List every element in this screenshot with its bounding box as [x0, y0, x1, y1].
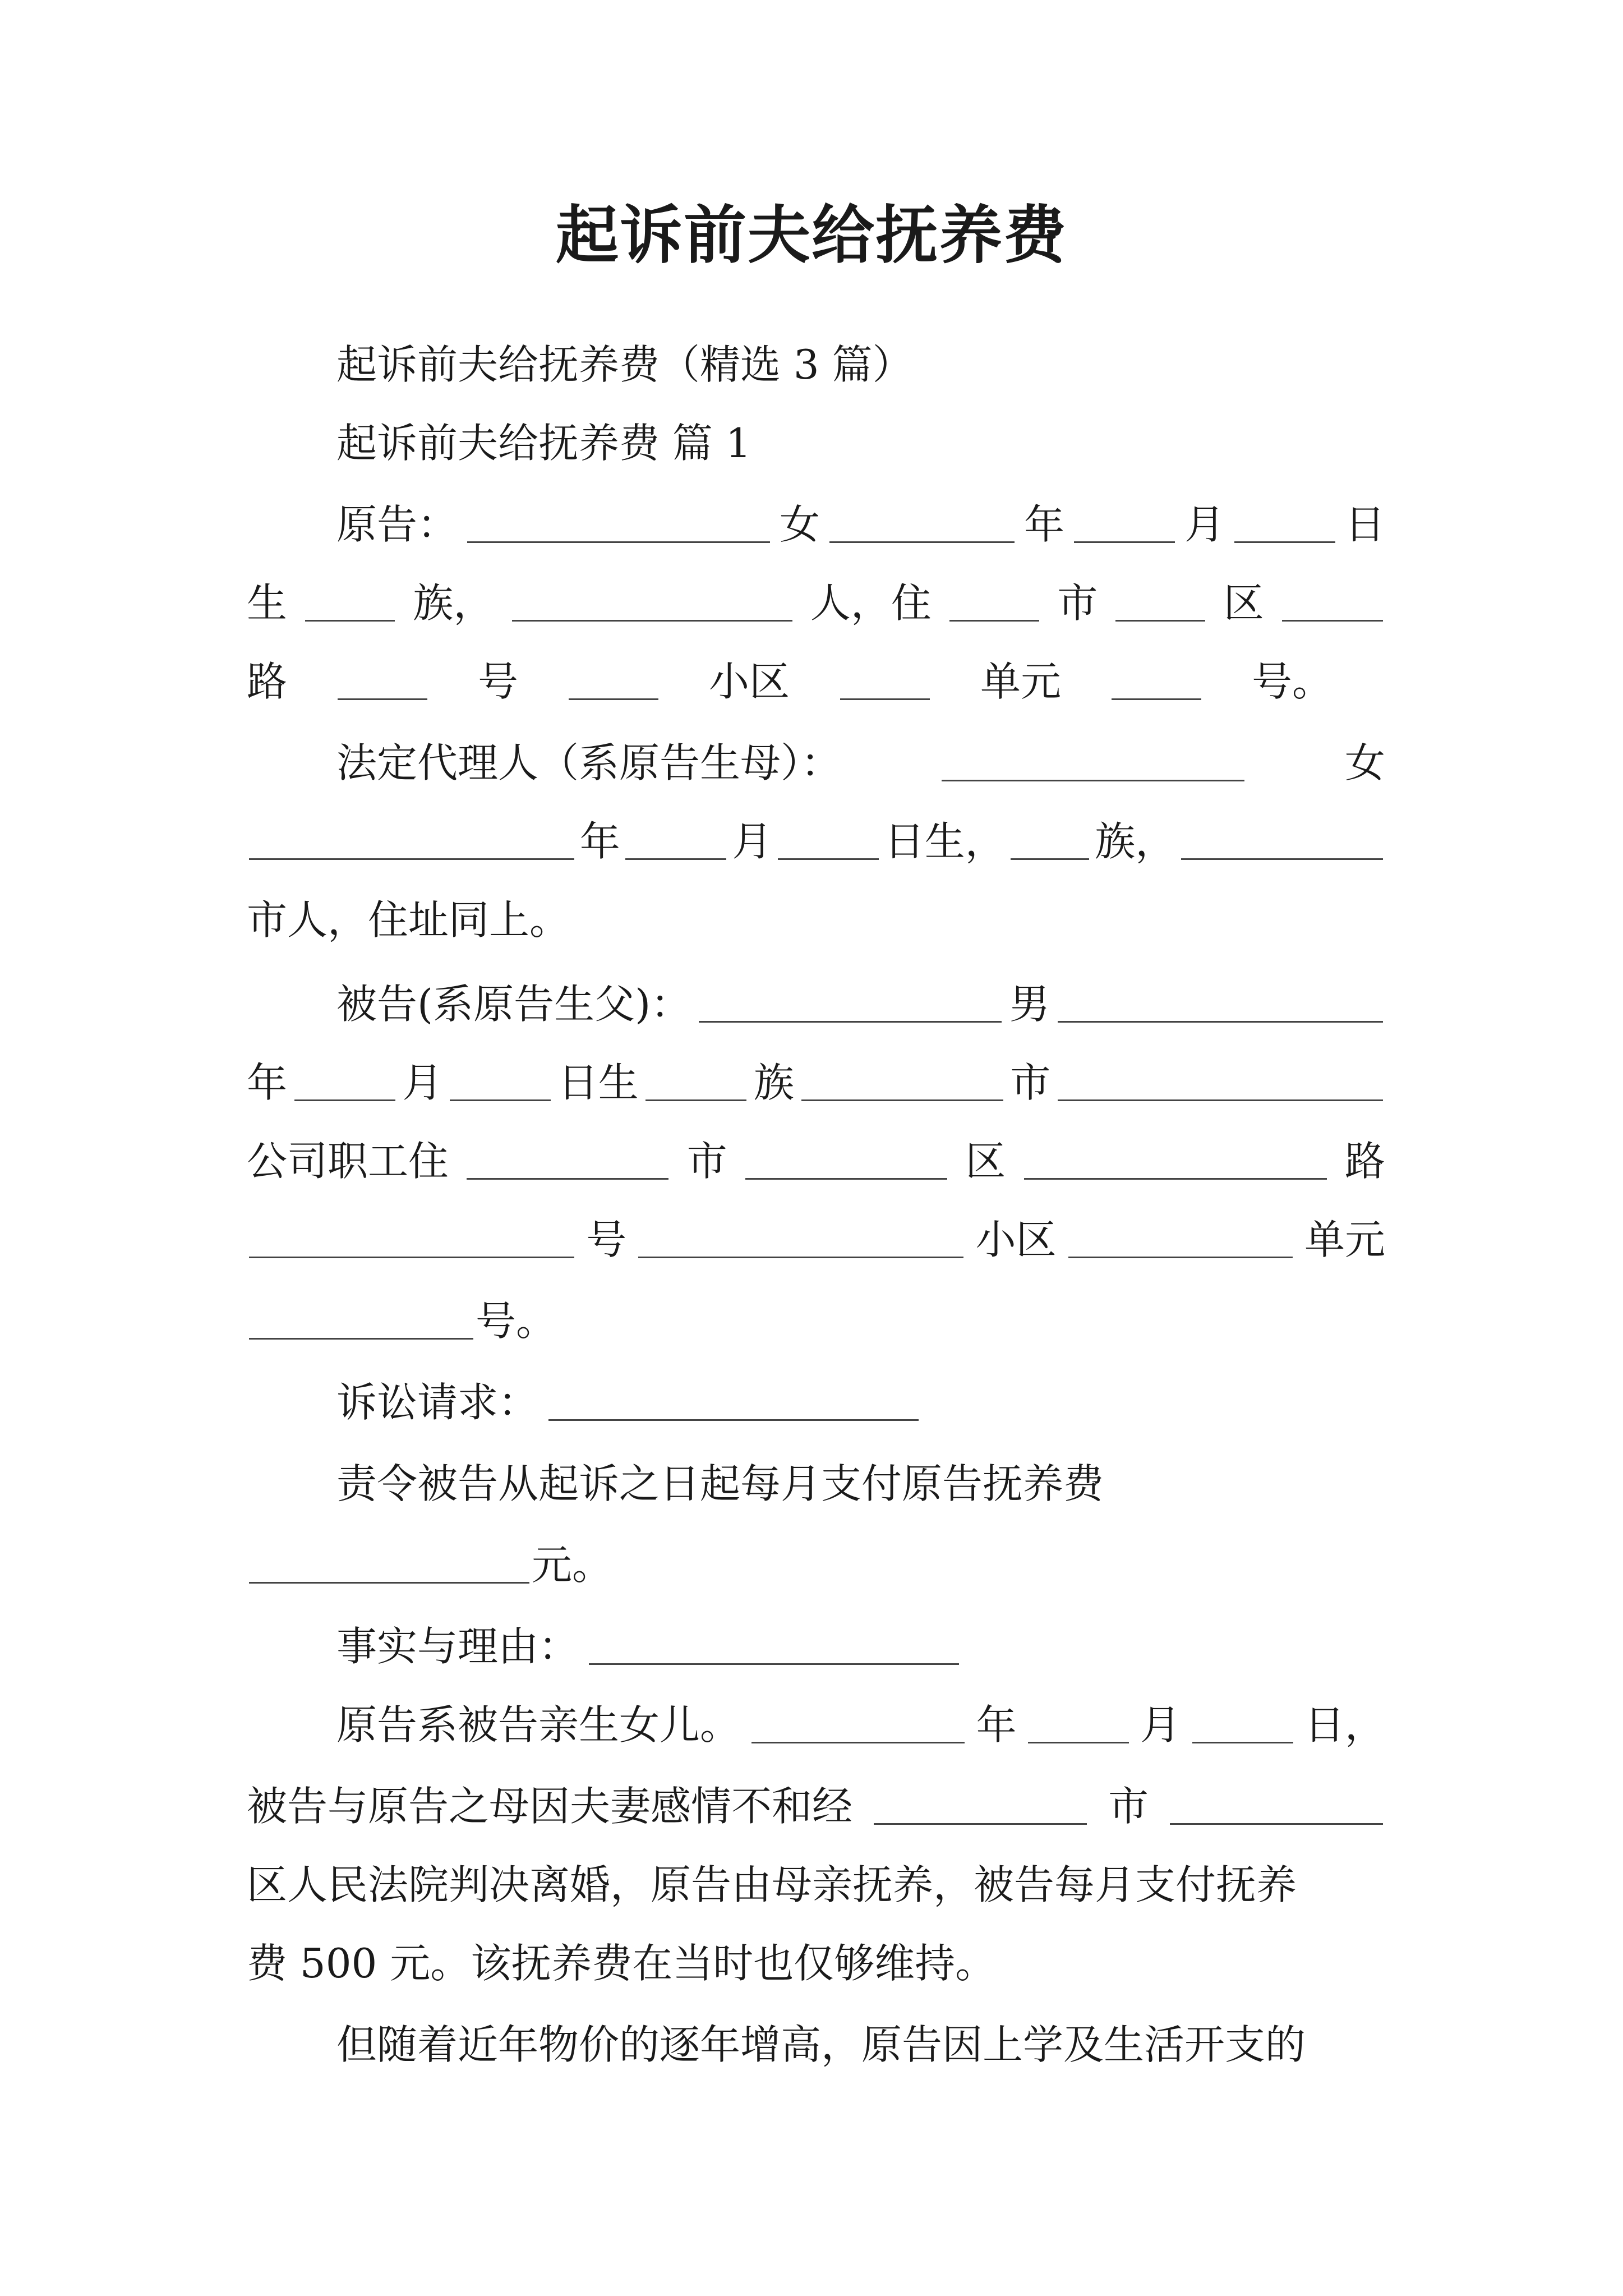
line-text: 但随着近年物价的逐年增高，原告因上学及生活开支的	[336, 2021, 1306, 2068]
fill-in-blank	[589, 1628, 959, 1665]
line-text: 女	[779, 501, 820, 548]
fill-in-blank	[625, 823, 726, 860]
line-text: 市	[1057, 579, 1098, 627]
fill-in-blank	[1181, 823, 1383, 860]
fill-in-blank	[638, 1222, 963, 1258]
text-line	[247, 1206, 1385, 1273]
fill-in-blank	[874, 1788, 1087, 1825]
fill-in-blank	[569, 664, 658, 700]
fill-in-blank	[840, 664, 930, 700]
text-line	[247, 1851, 1385, 1918]
text-line	[247, 808, 1385, 875]
line-text: 号	[477, 658, 518, 705]
text-line	[336, 2011, 1385, 2078]
line-text: 责令被告从起诉之日起每月支付原告抚养费	[336, 1460, 1104, 1507]
fill-in-blank	[829, 507, 1015, 543]
line-text: 起诉前夫给抚养费 篇 1	[336, 420, 751, 467]
document-title: 起诉前夫给抚养费	[556, 199, 1067, 272]
fill-in-blank	[1074, 507, 1175, 543]
line-text: 区	[1223, 579, 1264, 627]
fill-in-blank	[249, 1303, 473, 1340]
line-text: 市	[1108, 1783, 1149, 1830]
line-text: 生	[247, 579, 288, 627]
line-text: 年	[976, 1701, 1017, 1749]
line-text: 日	[1344, 501, 1385, 548]
fill-in-blank	[294, 1065, 395, 1101]
line-text: 号。	[476, 1297, 557, 1345]
fill-in-blank	[305, 585, 395, 622]
text-line	[336, 331, 1385, 398]
line-text: 法定代理人（系原告生母）：	[336, 739, 842, 786]
line-text: 区人民法院判决离婚，原告由母亲抚养，被告每月支付抚养	[247, 1861, 1297, 1908]
fill-in-blank	[1068, 1222, 1293, 1258]
fill-in-blank	[1024, 1143, 1327, 1180]
line-text: 区	[965, 1138, 1006, 1185]
fill-in-blank	[467, 507, 770, 543]
line-text: 族，	[1095, 818, 1176, 865]
line-text: 日生	[557, 1059, 639, 1106]
fill-in-blank	[1282, 585, 1383, 622]
line-text: 路	[1344, 1138, 1385, 1185]
fill-in-blank	[1192, 1707, 1293, 1743]
text-line	[247, 569, 1385, 637]
fill-in-blank	[1011, 823, 1089, 860]
fill-in-blank	[548, 1384, 919, 1421]
fill-in-blank	[949, 585, 1039, 622]
fill-in-blank	[778, 823, 879, 860]
line-text: 诉讼请求：	[336, 1379, 539, 1426]
line-text: 人，住	[810, 579, 932, 627]
line-text: 族，	[413, 579, 494, 627]
text-line	[336, 1691, 1385, 1759]
line-text: 男	[1009, 981, 1050, 1028]
fill-in-blank	[450, 1065, 551, 1101]
line-text: 号。	[1251, 658, 1332, 705]
fill-in-blank	[751, 1707, 965, 1743]
line-text: 起诉前夫给抚养费（精选 3 篇）	[336, 341, 913, 388]
fill-in-blank	[1170, 1788, 1383, 1825]
line-text: 女	[1344, 739, 1385, 786]
fill-in-blank	[1115, 585, 1205, 622]
line-text: 年	[247, 1059, 288, 1106]
fill-in-blank	[338, 664, 427, 700]
line-text: 年	[579, 818, 620, 865]
line-text: 单元	[980, 658, 1061, 705]
text-line	[247, 1773, 1385, 1840]
text-line	[247, 886, 1385, 954]
fill-in-blank	[249, 1222, 574, 1258]
text-line	[336, 491, 1385, 558]
line-text: 路	[247, 658, 288, 705]
line-text: 族	[753, 1059, 794, 1106]
line-text: 号	[586, 1216, 627, 1263]
text-line	[247, 1128, 1385, 1195]
line-text: 单元	[1304, 1216, 1385, 1263]
text-line	[336, 1613, 1385, 1680]
line-text: 月	[402, 1059, 443, 1106]
fill-in-blank	[801, 1065, 1003, 1101]
line-text: 事实与理由：	[336, 1623, 579, 1670]
text-line	[336, 1369, 1385, 1436]
fill-in-blank	[645, 1065, 746, 1101]
line-text: 月	[1184, 501, 1225, 548]
line-text: 月	[732, 818, 773, 865]
line-text: 被告与原告之母因夫妻感情不和经	[247, 1783, 853, 1830]
fill-in-blank	[745, 1143, 947, 1180]
line-text: 市	[1010, 1059, 1051, 1106]
line-text: 原告：	[336, 501, 458, 548]
fill-in-blank	[512, 585, 792, 622]
fill-in-blank	[1112, 664, 1201, 700]
line-text: 费 500 元。该抚养费在当时也仅够维持。	[247, 1940, 996, 1987]
fill-in-blank	[249, 1547, 529, 1584]
text-line	[336, 409, 1385, 477]
text-line	[247, 1930, 1385, 1997]
line-text: 日生，	[884, 818, 1006, 865]
fill-in-blank	[467, 1143, 668, 1180]
line-text: 日，	[1304, 1701, 1385, 1749]
text-line	[247, 1287, 1385, 1355]
text-line	[336, 1450, 1385, 1517]
fill-in-blank	[1234, 507, 1335, 543]
text-line	[247, 1049, 1385, 1116]
fill-in-blank	[1058, 986, 1383, 1023]
text-line	[336, 970, 1385, 1038]
fill-in-blank	[1028, 1707, 1129, 1743]
text-line	[336, 729, 1385, 797]
line-text: 小区	[708, 658, 790, 705]
text-line	[247, 648, 1385, 715]
line-text: 月	[1140, 1701, 1181, 1749]
fill-in-blank	[699, 986, 1002, 1023]
text-line	[247, 1531, 1385, 1599]
fill-in-blank	[1058, 1065, 1383, 1101]
line-text: 元。	[532, 1542, 613, 1589]
line-text: 年	[1023, 501, 1064, 548]
line-text: 小区	[975, 1216, 1057, 1263]
fill-in-blank	[942, 745, 1244, 781]
line-text: 被告(系原告生父)：	[336, 981, 691, 1028]
line-text: 公司职工住	[247, 1138, 449, 1185]
line-text: 原告系被告亲生女儿。	[336, 1701, 741, 1749]
fill-in-blank	[249, 823, 574, 860]
line-text: 市	[686, 1138, 727, 1185]
line-text: 市人，住址同上。	[247, 896, 570, 944]
